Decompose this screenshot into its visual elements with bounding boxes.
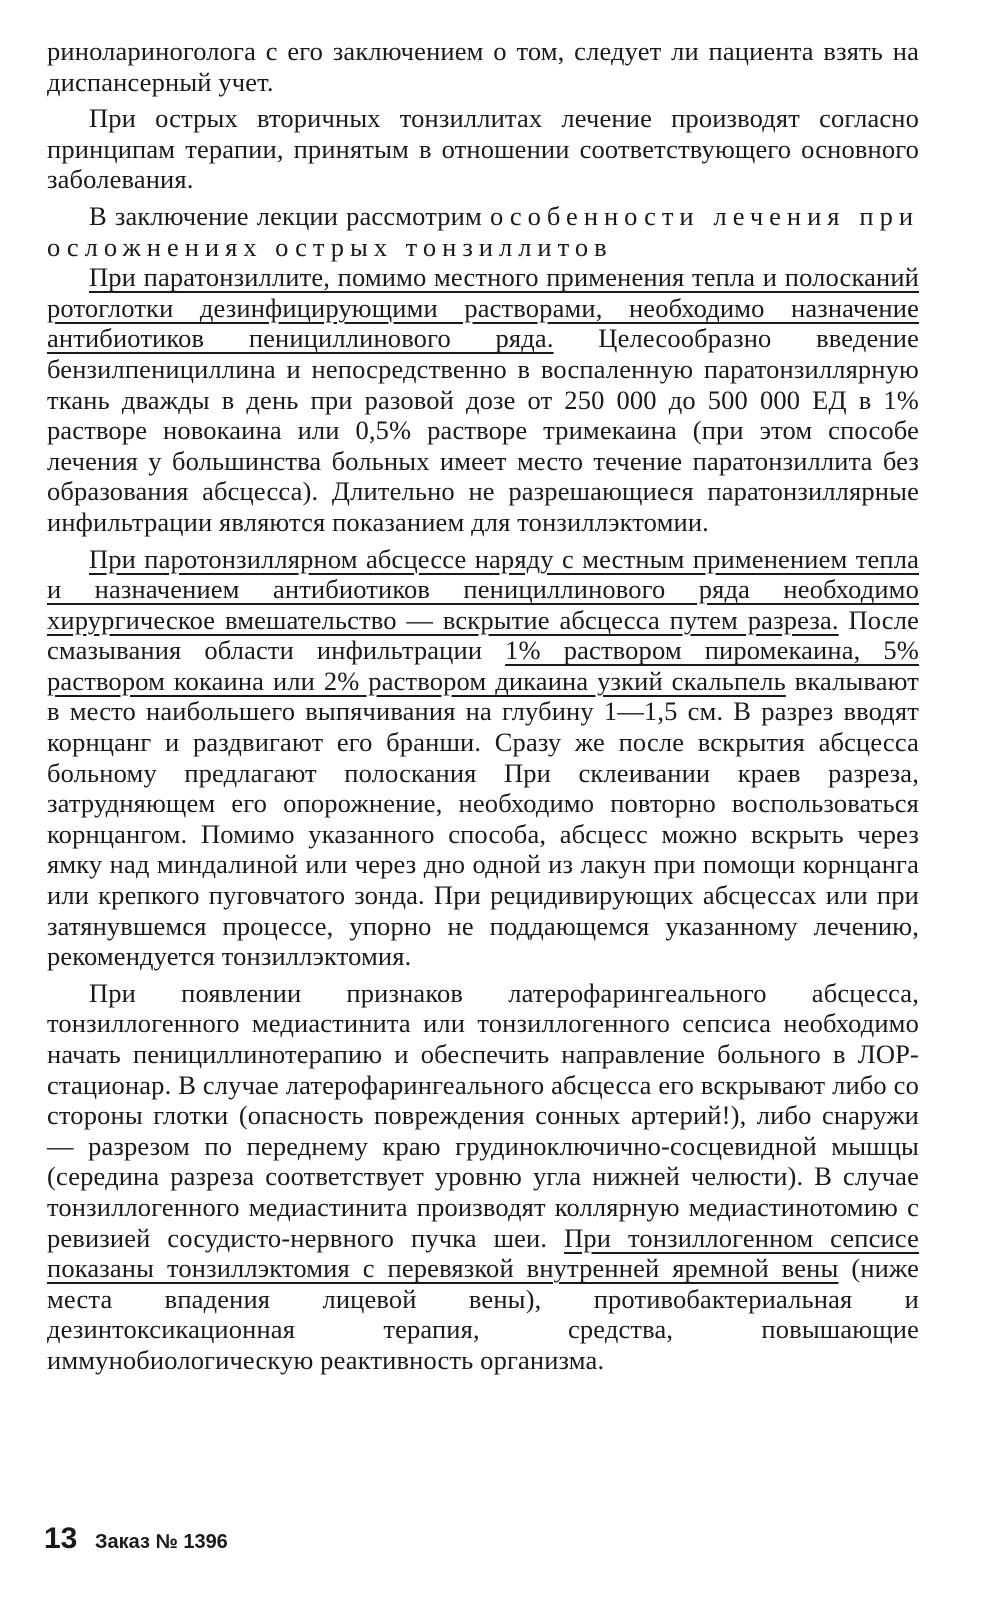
paragraph-secondary-tonsillitis — [47, 103, 919, 195]
underlined-text-run: 1% раствором пиромекаина, 5% раствором кокаина или 2% раствором дикаина узкий скальпель — [47, 635, 919, 696]
paragraph-complications — [47, 978, 919, 1376]
underlined-text-run: При паратонзиллите, помимо местного применения тепла и полосканий ротоглотки дезинфицирующими растворами, необходимо назначение антибиотиков пенициллинового ряда. — [47, 262, 919, 354]
paragraph-lecture-conclusion — [47, 201, 919, 262]
text-run: После смазывания области инфильтрации — [47, 604, 919, 666]
text-run: При появлении признаков латерофарингеального абсцесса, тонзиллогенного медиастинита или тонзиллогенного сепсиса необходимо начать пенициллинотерапию и обеспечить направление больного в ЛОР-стационар. В случае латерофарингеального абсцесса его вскрывают либо со стороны глотки (опасность повреждения сонных артерий!), либо снаружи — разрезом по переднему краю грудиноключично-сосцевидной мышцы (середина разреза соответствует уровню угла нижней челюсти). В случае тонзиллогенного медиастинита производят коллярную медиастинотомию с ревизией сосудисто-нервного пучка шеи. — [47, 977, 919, 1253]
text-run: При острых вторичных тонзиллитах лечение производят согласно принципам терапии, принятым в отношении соответствующего основного заболевания. — [47, 103, 919, 195]
text-run: вкалывают в место наибольшего выпячивания на глубину 1—1,5 см. В разрез вводят корнцанг и раздвигают его бранши. Сразу же после вскрытия абсцесса больному предлагают полоскания При склеивании краев разреза, затрудняющем его опорожнение, необходимо повторно воспользоваться корнцангом. Помимо указанного способа, абсцесс можно вскрыть через ямку над миндалиной или через дно одной из лакун при помощи корнцанга или крепкого пуговчатого зонда. При рецидивирующих абсцессах или при затянувшемся процессе, упорно не поддающемся указанному лечению, рекомендуется тонзиллэктомия. — [47, 665, 919, 972]
page-text — [47, 36, 919, 1376]
text-run: Целесообразно введение бензилпенициллина и непосредственно в воспаленную паратонзиллярную ткань дважды в день при разовой дозе от 250 000 до 500 000 ЕД в 1% растворе новокаина или 0,5% растворе тримекаина (при этом способе лечения у большинства больных имеет место течение паратонзиллита без образования абсцесса). Длительно не разрешающиеся паратонзиллярные инфильтрации являются показанием для тонзиллэктомии. — [47, 323, 919, 537]
paragraph-continuation — [47, 36, 919, 97]
page-footer — [44, 1522, 228, 1556]
paragraph-paratonsillar-abscess — [47, 544, 919, 972]
text-run: (ниже места впадения лицевой вены), противобактериальная и дезинтоксикационная терапия, средства, повышающие иммунобиологическую реактивность организма. — [47, 1253, 920, 1375]
underlined-text-run: При тонзиллогенном сепсисе показаны тонзиллэктомия с перевязкой внутренней яремной вены — [47, 1222, 919, 1284]
text-run: ринолариноголога с его заключением о том, следует ли пациента взять на диспансерный учет. — [47, 36, 919, 97]
print-order-label: Заказ № 1396 — [94, 1531, 228, 1553]
spaced-text-run: особенности лечения при осложнениях острых тонзиллитов — [47, 200, 920, 262]
paragraph-paratonsillitis — [47, 262, 919, 537]
underlined-text-run: При паротонзиллярном абсцессе наряду с местным применением тепла и назначением антибиотиков пенициллинового ряда необходимо хирургическое вмешательство — вскрытие абсцесса путем разреза. — [47, 543, 919, 635]
page-number: 13 — [44, 1522, 78, 1555]
text-run: В заключение лекции рассмотрим — [89, 200, 490, 231]
